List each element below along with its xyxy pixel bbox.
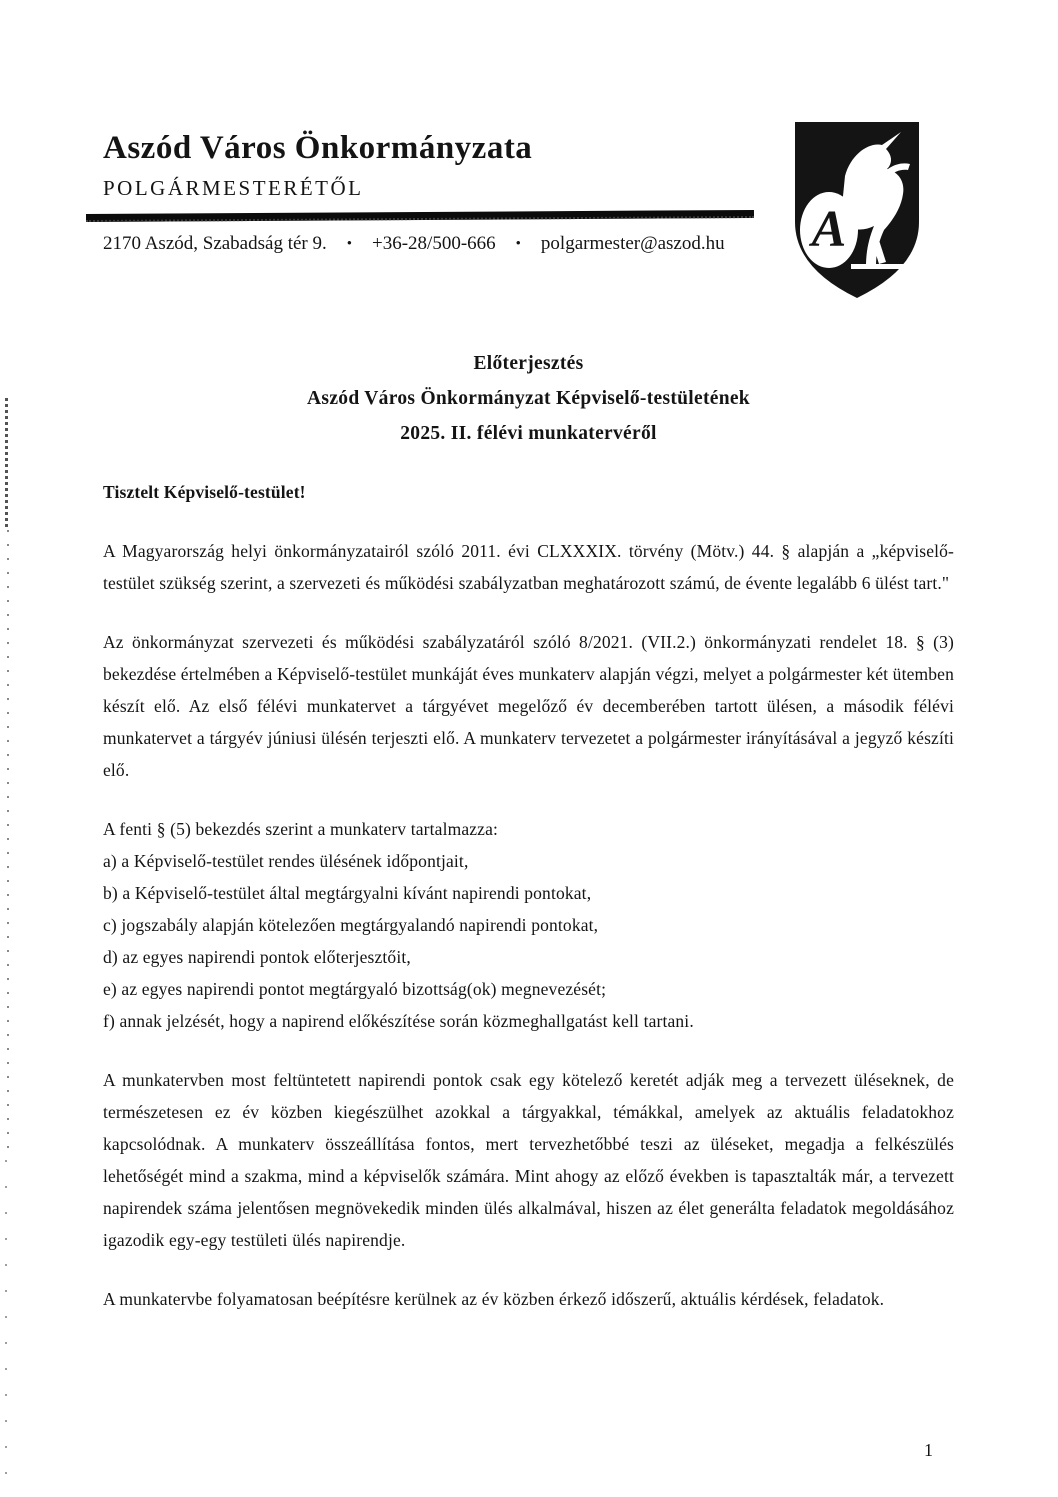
organization-name: Aszód Város Önkormányzata [103, 130, 533, 166]
list-item: d) az egyes napirendi pontok előterjesztőit, [103, 947, 411, 967]
workplan-contents-list [103, 813, 954, 1037]
scan-noise [5, 1160, 7, 1490]
document-body [103, 476, 954, 1342]
page-number: 1 [924, 1440, 933, 1460]
letterhead-divider [86, 210, 754, 222]
title-line-1: Előterjesztés [473, 353, 584, 374]
salutation: Tisztelt Képviselő-testület! [103, 482, 306, 502]
list-intro: A fenti § (5) bekezdés szerint a munkaterv tartalmazza: [103, 819, 499, 839]
monogram-letter: A [811, 201, 847, 258]
list-item: c) jogszabály alapján kötelezően megtárgyalandó napirendi pontokat, [103, 915, 599, 935]
paragraph-4: A munkatervbe folyamatosan beépítésre kerülnek az év közben érkező időszerű, aktuális kérdések, feladatok. [103, 1289, 885, 1309]
separator-dot: • [515, 235, 521, 252]
separator-dot: • [346, 235, 352, 252]
contact-address: 2170 Aszód, Szabadság tér 9. [103, 233, 327, 254]
title-line-3: 2025. II. félévi munkatervéről [400, 423, 657, 444]
paragraph-3: A munkatervben most feltüntetett napirendi pontok csak egy kötelező keretét adják meg a tervezett üléseknek, de természetesen ez év közben kiegészülhet azokkal a tárgyakkal, témákkal, amelyek az aktuális feladatokhoz kapcsolódnak. A munkaterv összeállítása fontos, mert tervezhetőbbé teszi az üléseket, megadja a felkészülés lehetőségét mind a szakma, mind a képviselők számára. Mint ahogy az előző években is tapasztalták már, a tervezett napirendek száma jelentősen megnövekedik minden ülés alkalmával, hiszen az élet generálta feladatok megoldásához igazodik egy-egy testületi ülés napirendje. [103, 1070, 954, 1250]
title-line-2: Aszód Város Önkormányzat Képviselő-testületének [307, 388, 750, 409]
document-title [103, 346, 954, 451]
organization-subtitle: POLGÁRMESTERÉTŐL [103, 176, 364, 200]
list-item: f) annak jelzését, hogy a napirend előkészítése során közmeghallgatást kell tartani. [103, 1011, 694, 1031]
scan-noise [7, 530, 9, 1150]
contact-line [103, 233, 725, 255]
paragraph-1: A Magyarország helyi önkormányzatairól szóló 2011. évi CLXXXIX. törvény (Mötv.) 44. § alapján a „képviselő-testület szükség szerint, a szervezeti és működési szabályzatban meghatározott számú, de évente legalább 6 ülést tart." [103, 541, 954, 593]
list-item: a) a Képviselő-testület rendes ülésének időpontjait, [103, 851, 469, 871]
list-item: b) a Képviselő-testület által megtárgyalni kívánt napirendi pontokat, [103, 883, 592, 903]
contact-email: polgarmester@aszod.hu [540, 233, 725, 254]
scan-noise [5, 398, 8, 528]
coat-of-arms [789, 118, 925, 302]
contact-phone: +36-28/500-666 [372, 233, 496, 254]
paragraph-2: Az önkormányzat szervezeti és működési szabályzatáról szóló 8/2021. (VII.2.) önkormányzati rendelet 18. § (3) bekezdése értelmében a Képviselő-testület munkáját éves munkaterv alapján végzi, melyet a polgármester két ütemben készít elő. Az első félévi munkatervet a tárgyévet megelőző év decemberében tartott ülésen, a második félévi munkatervet a tárgyév júniusi ülésén terjeszti elő. A munkaterv tervezetet a polgármester irányításával a jegyző készíti elő. [103, 632, 954, 780]
list-item: e) az egyes napirendi pontot megtárgyaló bizottság(ok) megnevezését; [103, 979, 607, 999]
